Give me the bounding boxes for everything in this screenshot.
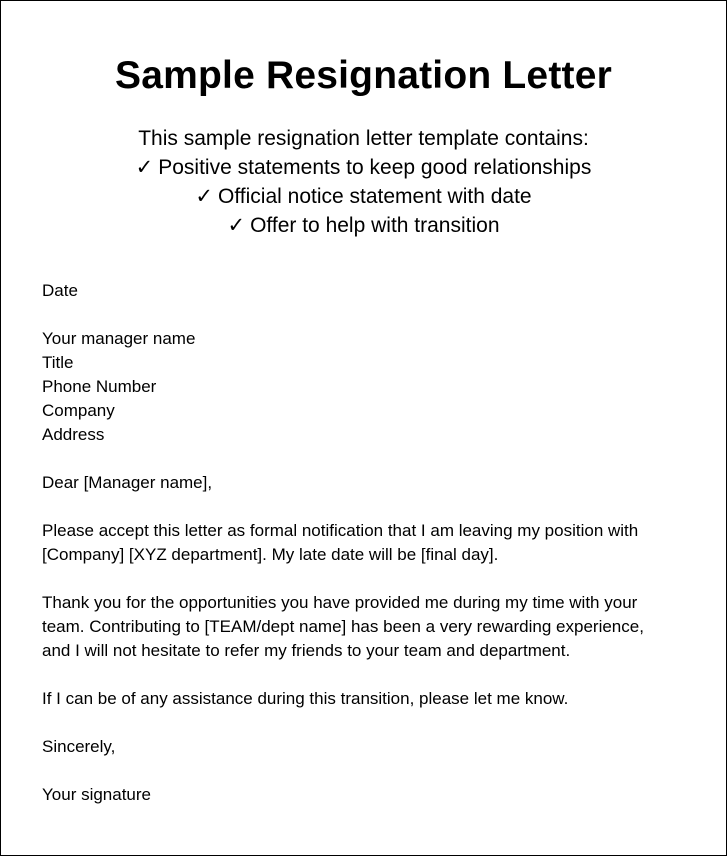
recipient-phone: Phone Number (42, 377, 157, 396)
checkmark-icon: ✓ (135, 156, 154, 179)
letter-body (42, 279, 702, 807)
checkmark-icon: ✓ (195, 185, 213, 208)
checklist-item (1, 182, 726, 211)
paragraph-2-line: Thank you for the opportunities you have provided me during my time with your (42, 593, 638, 612)
date-line: Date (42, 281, 78, 300)
recipient-company: Company (42, 401, 115, 420)
checklist-item-text: Positive statements to keep good relationships (158, 156, 592, 179)
letter-title: Sample Resignation Letter (115, 54, 612, 97)
paragraph-2-line: team. Contributing to [TEAM/dept name] has been a very rewarding experience, (42, 617, 644, 636)
checklist-item-text: Offer to help with transition (250, 214, 500, 237)
spacer (42, 759, 702, 783)
recipient-title: Title (42, 353, 74, 372)
signature: Your signature (42, 785, 152, 804)
spacer (42, 711, 702, 735)
paragraph-1-line: Please accept this letter as formal notification that I am leaving my position with (42, 521, 639, 540)
paragraph-2-line: and I will not hesitate to refer my friends to your team and department. (42, 641, 571, 660)
spacer (42, 495, 702, 519)
spacer (42, 567, 702, 591)
spacer (42, 663, 702, 687)
checkmark-icon: ✓ (227, 214, 246, 237)
checklist-item (1, 153, 726, 182)
spacer (42, 447, 702, 471)
salutation: Dear [Manager name], (42, 473, 213, 492)
closing: Sincerely, (42, 737, 116, 756)
paragraph-1-line: [Company] [XYZ department]. My late date will be [final day]. (42, 545, 499, 564)
recipient-address: Address (42, 425, 105, 444)
paragraph-3: If I can be of any assistance during this transition, please let me know. (42, 689, 569, 708)
intro-text: This sample resignation letter template contains: (138, 127, 589, 150)
template-intro (1, 124, 726, 240)
checklist-item-text: Official notice statement with date (218, 185, 532, 208)
checklist-item (1, 211, 726, 240)
spacer (42, 303, 702, 327)
recipient-name: Your manager name (42, 329, 196, 348)
